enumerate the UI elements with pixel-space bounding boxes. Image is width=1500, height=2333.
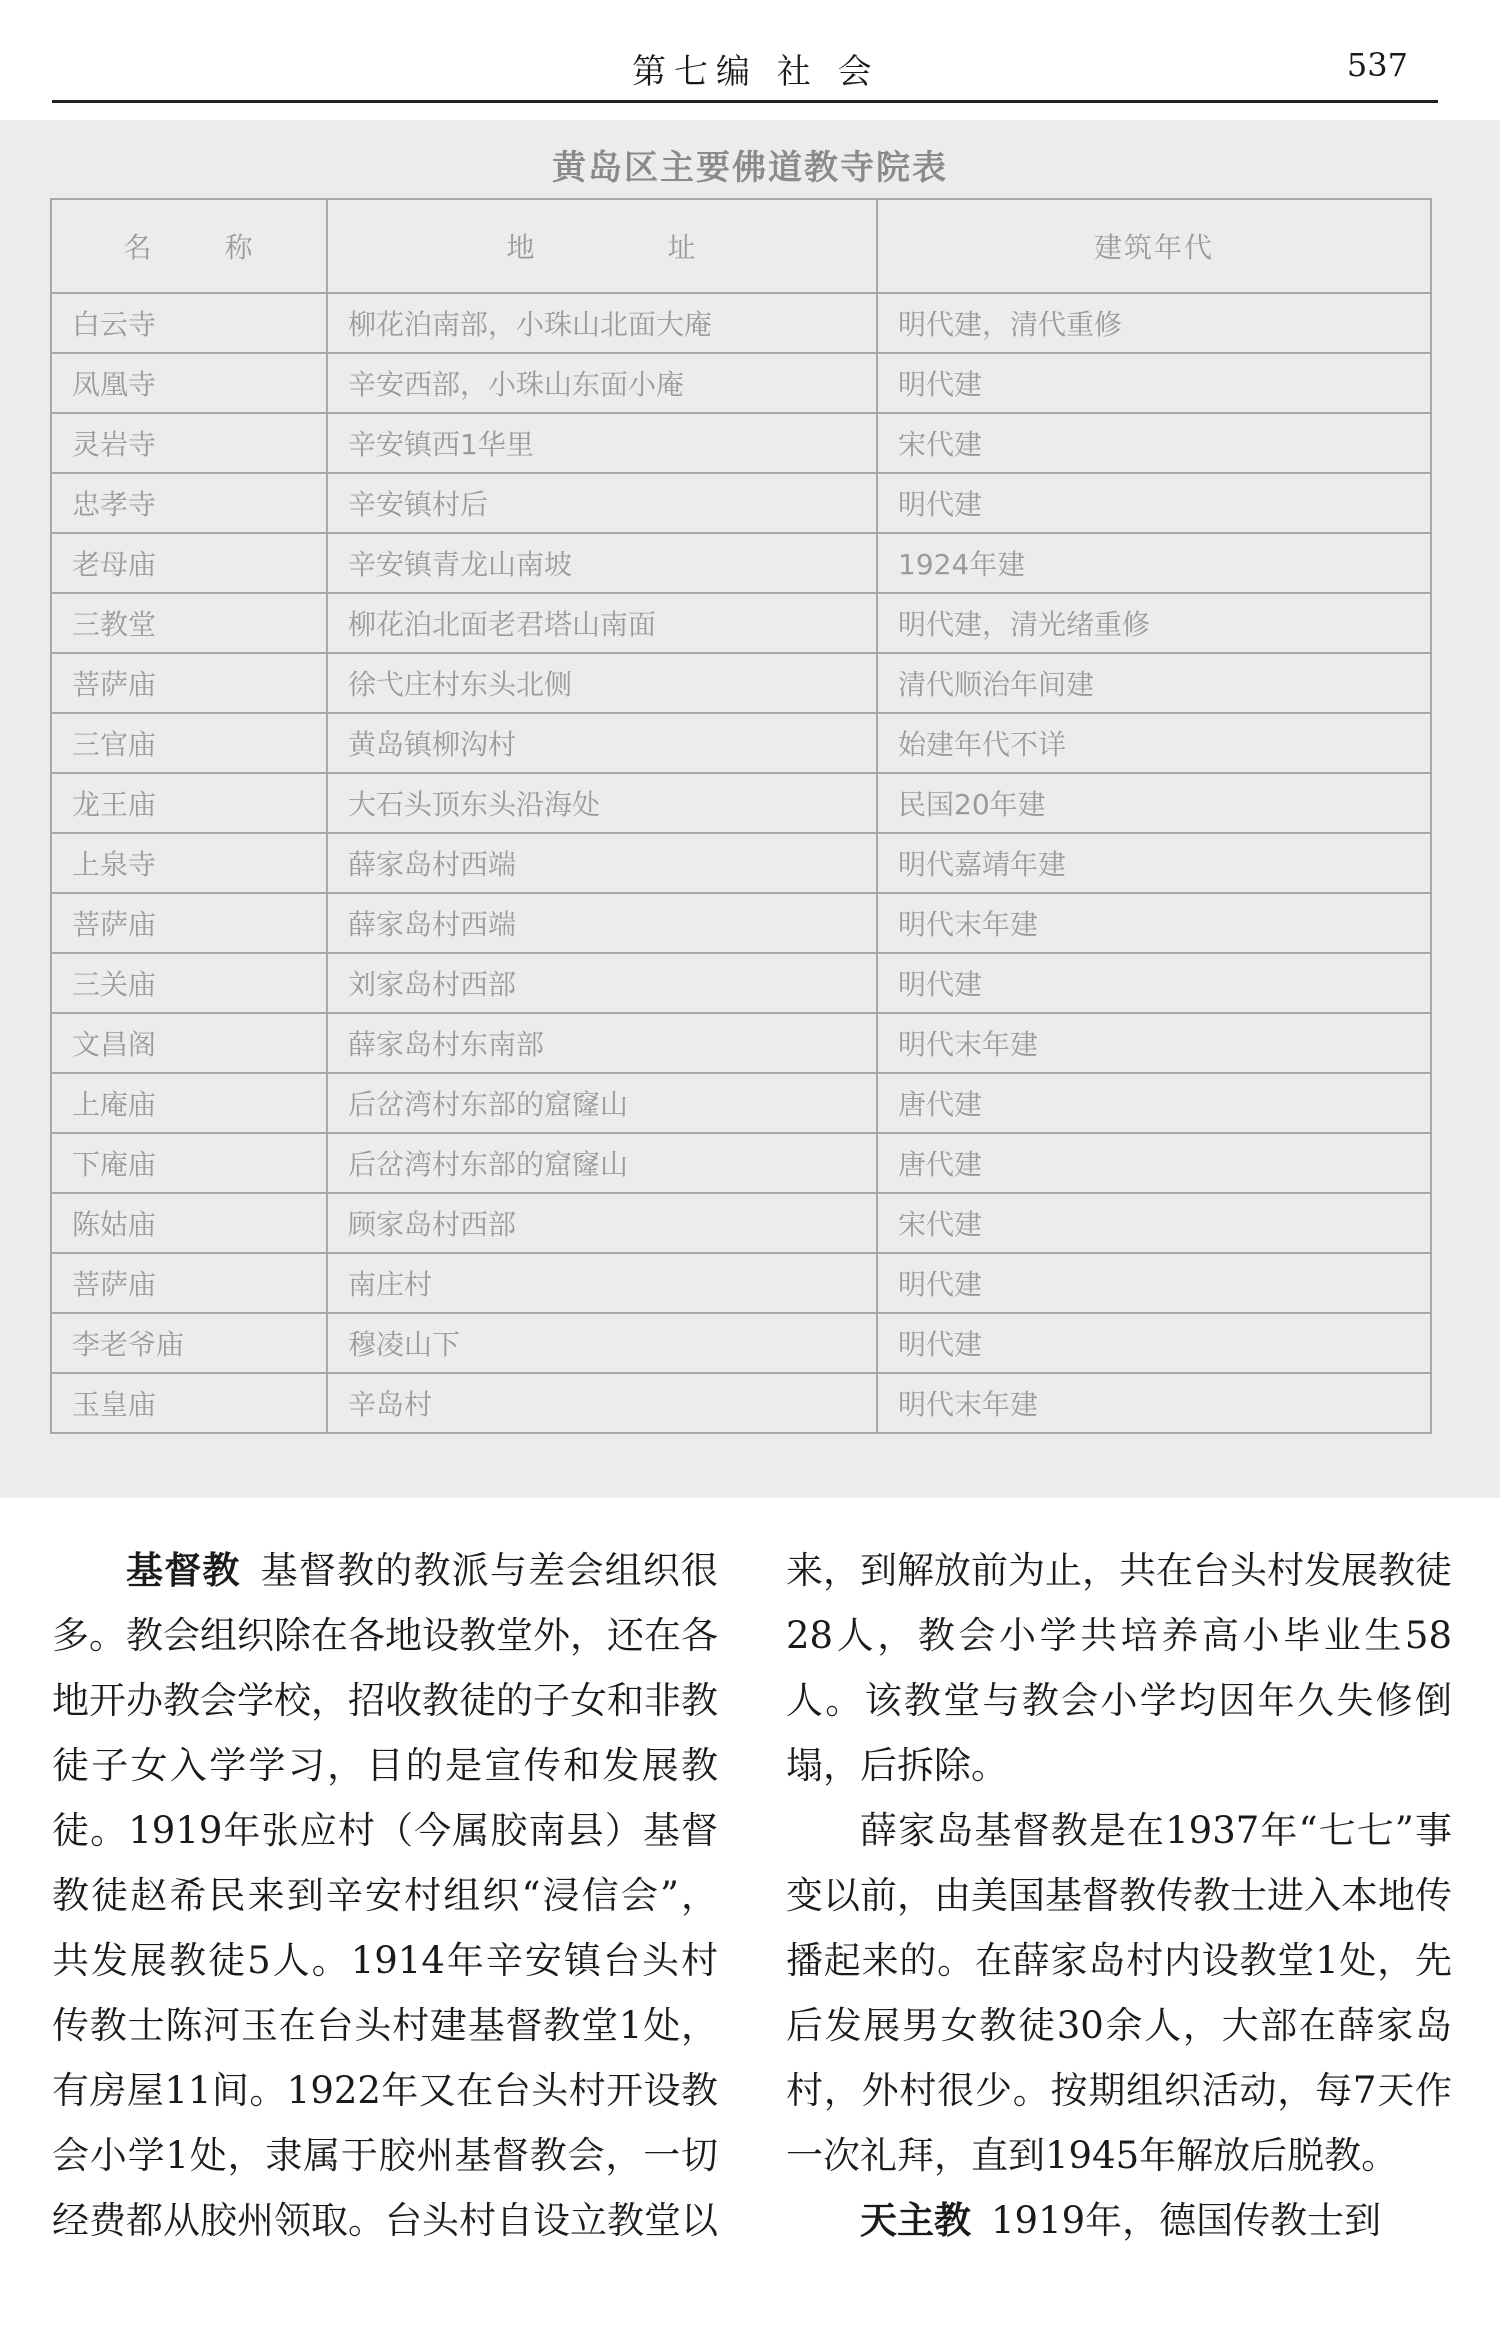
cell-name: 上庵庙	[51, 1073, 327, 1133]
cell-era: 明代建，清代重修	[877, 293, 1431, 353]
cell-address: 薛家岛村东南部	[327, 1013, 877, 1073]
paragraph-christianity	[52, 1538, 718, 2253]
cell-name: 忠孝寺	[51, 473, 327, 533]
table-row	[51, 1373, 1431, 1433]
paragraph-catholicism	[786, 2188, 1452, 2253]
cell-address: 辛安镇村后	[327, 473, 877, 533]
cell-name: 下庵庙	[51, 1133, 327, 1193]
temples-table	[50, 198, 1432, 1434]
table-row	[51, 653, 1431, 713]
cell-name: 凤凰寺	[51, 353, 327, 413]
cell-era: 清代顺治年间建	[877, 653, 1431, 713]
table-row	[51, 413, 1431, 473]
cell-name: 菩萨庙	[51, 893, 327, 953]
section-title: 第七编 社 会	[632, 52, 880, 92]
cell-era: 民国20年建	[877, 773, 1431, 833]
cell-address: 穆凌山下	[327, 1313, 877, 1373]
table-row	[51, 893, 1431, 953]
cell-name: 三教堂	[51, 593, 327, 653]
cell-era: 明代嘉靖年建	[877, 833, 1431, 893]
table-header-row	[51, 199, 1431, 293]
cell-era: 唐代建	[877, 1133, 1431, 1193]
paragraph-continued: 来，到解放前为止，共在台头村发展教徒28人，教会小学共培养高小毕业生58人。该教堂与教会小学均因年久失修倒塌，后拆除。	[786, 1549, 1452, 1787]
cell-address: 薛家岛村西端	[327, 893, 877, 953]
column-header-era: 建筑年代	[877, 199, 1431, 293]
cell-address: 柳花泊北面老君塔山南面	[327, 593, 877, 653]
left-column	[52, 1538, 718, 2253]
cell-address: 辛安西部，小珠山东面小庵	[327, 353, 877, 413]
cell-name: 李老爷庙	[51, 1313, 327, 1373]
running-header	[52, 0, 1438, 103]
cell-address: 后岔湾村东部的窟窿山	[327, 1073, 877, 1133]
cell-name: 上泉寺	[51, 833, 327, 893]
page-number: 537	[1346, 46, 1408, 84]
cell-address: 后岔湾村东部的窟窿山	[327, 1133, 877, 1193]
column-header-name: 名 称	[51, 199, 327, 293]
cell-era: 始建年代不详	[877, 713, 1431, 773]
cell-era: 明代建	[877, 473, 1431, 533]
cell-name: 三关庙	[51, 953, 327, 1013]
right-column	[786, 1538, 1452, 2253]
cell-name: 菩萨庙	[51, 653, 327, 713]
cell-era: 宋代建	[877, 1193, 1431, 1253]
cell-address: 薛家岛村西端	[327, 833, 877, 893]
cell-address: 刘家岛村西部	[327, 953, 877, 1013]
table-row	[51, 1013, 1431, 1073]
table-row	[51, 353, 1431, 413]
cell-address: 柳花泊南部，小珠山北面大庵	[327, 293, 877, 353]
cell-address: 黄岛镇柳沟村	[327, 713, 877, 773]
table-row	[51, 593, 1431, 653]
paragraph-xuejiadao: 薛家岛基督教是在1937年“七七”事变以前，由美国基督教传教士进入本地传播起来的。在薛家岛村内设教堂1处，先后发展男女教徒30余人，大部在薛家岛村，外村很少。按期组织活动，每7天作一次礼拜，直到1945年解放后脱教。	[786, 1809, 1452, 2177]
column-header-address: 地 址	[327, 199, 877, 293]
keyword-christianity: 基督教	[126, 1549, 241, 1592]
cell-address: 辛安镇青龙山南坡	[327, 533, 877, 593]
cell-name: 灵岩寺	[51, 413, 327, 473]
cell-name: 三官庙	[51, 713, 327, 773]
table-row	[51, 1253, 1431, 1313]
cell-era: 明代建	[877, 1313, 1431, 1373]
cell-era: 唐代建	[877, 1073, 1431, 1133]
table-row	[51, 473, 1431, 533]
table-row	[51, 953, 1431, 1013]
table-row	[51, 713, 1431, 773]
table-row	[51, 1133, 1431, 1193]
cell-address: 辛岛村	[327, 1373, 877, 1433]
table-row	[51, 1073, 1431, 1133]
cell-address: 顾家岛村西部	[327, 1193, 877, 1253]
cell-era: 明代建	[877, 1253, 1431, 1313]
cell-address: 南庄村	[327, 1253, 877, 1313]
cell-name: 陈姑庙	[51, 1193, 327, 1253]
table-row	[51, 1313, 1431, 1373]
cell-name: 龙王庙	[51, 773, 327, 833]
table-row	[51, 293, 1431, 353]
cell-era: 明代建，清光绪重修	[877, 593, 1431, 653]
table-row	[51, 833, 1431, 893]
cell-address: 大石头顶东头沿海处	[327, 773, 877, 833]
cell-address: 辛安镇西1华里	[327, 413, 877, 473]
cell-era: 明代末年建	[877, 893, 1431, 953]
cell-name: 老母庙	[51, 533, 327, 593]
table-body	[51, 293, 1431, 1433]
keyword-catholicism: 天主教	[860, 2199, 971, 2242]
table-panel	[0, 120, 1500, 1498]
cell-era: 明代建	[877, 353, 1431, 413]
cell-era: 1924年建	[877, 533, 1431, 593]
cell-address: 徐弋庄村东头北侧	[327, 653, 877, 713]
cell-name: 玉皇庙	[51, 1373, 327, 1433]
paragraph-text: 1919年，德国传教士到	[991, 2199, 1382, 2242]
cell-era: 宋代建	[877, 413, 1431, 473]
cell-era: 明代建	[877, 953, 1431, 1013]
table-row	[51, 773, 1431, 833]
cell-era: 明代末年建	[877, 1373, 1431, 1433]
cell-era: 明代末年建	[877, 1013, 1431, 1073]
cell-name: 文昌阁	[51, 1013, 327, 1073]
cell-name: 白云寺	[51, 293, 327, 353]
cell-name: 菩萨庙	[51, 1253, 327, 1313]
table-row	[51, 1193, 1431, 1253]
table-row	[51, 533, 1431, 593]
table-title: 黄岛区主要佛道教寺院表	[552, 148, 948, 188]
paragraph-text: 基督教的教派与差会组织很多。教会组织除在各地设教堂外，还在各地开办教会学校，招收教徒的子女和非教徒子女入学学习，目的是宣传和发展教徒。1919年张应村（今属胶南县）基督教徒赵希民来到辛安村组织“浸信会”，共发展教徒5人。1914年辛安镇台头村传教士陈河玉在台头村建基督教堂1处，有房屋11间。1922年又在台头村开设教会小学1处，隶属于胶州基督教会，一切经费都从胶州领取。台头村自设立教堂以	[52, 1549, 719, 2242]
